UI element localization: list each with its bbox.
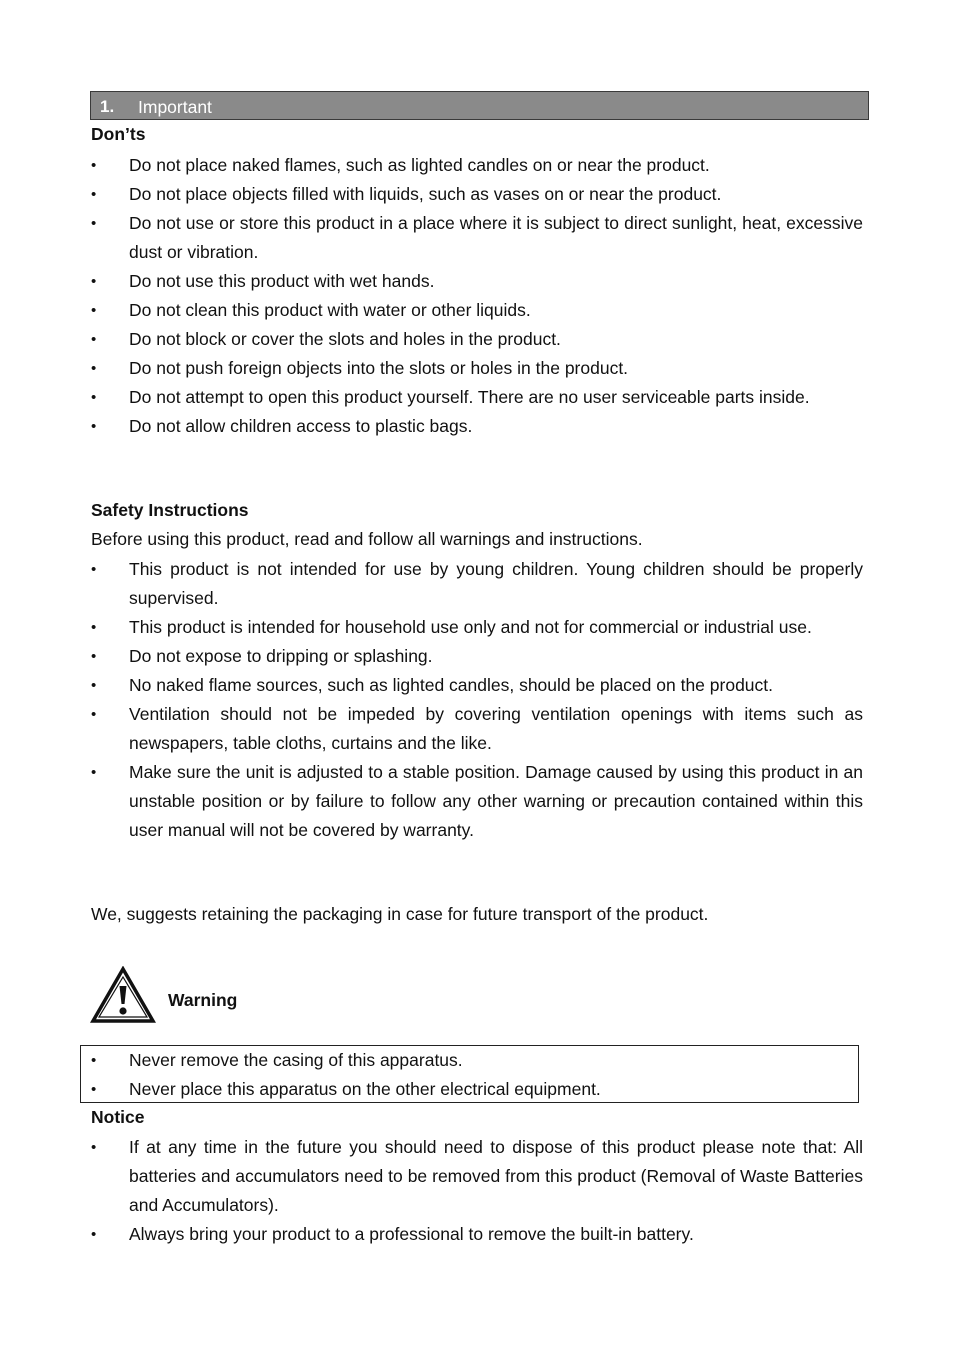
list-item-text: Never remove the casing of this apparatus. xyxy=(129,1050,463,1070)
list-item xyxy=(91,671,863,700)
bullet-icon: • xyxy=(91,418,97,435)
packaging-note: We, suggests retaining the packaging in case for future transport of the product. xyxy=(91,904,709,924)
bullet-icon: • xyxy=(91,186,97,203)
bullet-icon: • xyxy=(91,706,97,723)
bullet-icon: • xyxy=(91,764,97,781)
safety-list xyxy=(91,555,863,845)
list-item xyxy=(91,151,863,180)
list-item xyxy=(91,296,863,325)
section-header-bar xyxy=(90,91,869,120)
list-item-text: If at any time in the future you should need to dispose of this product please note that: All batteries and accumulators need to be removed from this product (Removal of Waste Batteries and Accumulators). xyxy=(129,1137,863,1215)
donts-list xyxy=(91,151,863,441)
list-item xyxy=(91,354,863,383)
list-item xyxy=(91,613,863,642)
list-item xyxy=(91,180,863,209)
bullet-icon: • xyxy=(91,619,97,636)
list-item-text: Make sure the unit is adjusted to a stable position. Damage caused by using this product in an unstable position or by failure to follow any other warning or precaution contained within this user manual will not be covered by warranty. xyxy=(129,762,863,840)
list-item-text: Do not expose to dripping or splashing. xyxy=(129,646,433,666)
list-item-text: Do not place naked flames, such as lighted candles on or near the product. xyxy=(129,155,710,175)
warning-label: Warning xyxy=(168,990,238,1010)
notice-list xyxy=(91,1133,863,1249)
bullet-icon: • xyxy=(91,389,97,406)
list-item-text: Do not use or store this product in a place where it is subject to direct sunlight, heat, excessive dust or vibration. xyxy=(129,213,863,262)
bullet-icon: • xyxy=(91,215,97,232)
list-item xyxy=(91,1046,863,1075)
list-item-text: Do not block or cover the slots and holes in the product. xyxy=(129,329,561,349)
safety-heading: Safety Instructions xyxy=(91,500,249,520)
list-item-text: Do not use this product with wet hands. xyxy=(129,271,435,291)
list-item xyxy=(91,325,863,354)
bullet-icon: • xyxy=(91,1081,97,1098)
bullet-icon: • xyxy=(91,302,97,319)
bullet-icon: • xyxy=(91,273,97,290)
list-item xyxy=(91,412,863,441)
list-item xyxy=(91,642,863,671)
list-item xyxy=(91,758,863,845)
list-item xyxy=(91,1220,863,1249)
list-item-text: Do not push foreign objects into the slots or holes in the product. xyxy=(129,358,629,378)
list-item xyxy=(91,555,863,613)
list-item-text: This product is intended for household use only and not for commercial or industrial use. xyxy=(129,617,812,637)
list-item-text: No naked flame sources, such as lighted candles, should be placed on the product. xyxy=(129,675,774,695)
safety-intro: Before using this product, read and follow all warnings and instructions. xyxy=(91,529,643,549)
donts-heading: Don’ts xyxy=(91,124,146,144)
list-item-text: Never place this apparatus on the other electrical equipment. xyxy=(129,1079,601,1099)
bullet-icon: • xyxy=(91,1139,97,1156)
warning-list xyxy=(91,1046,863,1104)
bullet-icon: • xyxy=(91,1052,97,1069)
list-item xyxy=(91,209,863,267)
list-item-text: Do not allow children access to plastic bags. xyxy=(129,416,473,436)
bullet-icon: • xyxy=(91,331,97,348)
section-title: Important xyxy=(138,97,212,117)
section-number: 1. xyxy=(100,97,115,116)
bullet-icon: • xyxy=(91,1226,97,1243)
list-item-text: Do not attempt to open this product yourself. There are no user serviceable parts inside. xyxy=(129,387,810,407)
bullet-icon: • xyxy=(91,360,97,377)
bullet-icon: • xyxy=(91,648,97,665)
notice-heading: Notice xyxy=(91,1107,145,1127)
list-item xyxy=(91,383,863,412)
list-item-text: Ventilation should not be impeded by covering ventilation openings with items such as newspapers, table cloths, curtains and the like. xyxy=(129,704,863,753)
list-item-text: Do not place objects filled with liquids, such as vases on or near the product. xyxy=(129,184,722,204)
list-item xyxy=(91,700,863,758)
list-item-text: Do not clean this product with water or other liquids. xyxy=(129,300,531,320)
list-item-text: Always bring your product to a professional to remove the built-in battery. xyxy=(129,1224,694,1244)
list-item xyxy=(91,267,863,296)
bullet-icon: • xyxy=(91,157,97,174)
bullet-icon: • xyxy=(91,677,97,694)
warning-triangle-icon xyxy=(90,966,156,1024)
list-item-text: This product is not intended for use by young children. Young children should be properly supervised. xyxy=(129,559,863,608)
list-item xyxy=(91,1133,863,1220)
list-item xyxy=(91,1075,863,1104)
bullet-icon: • xyxy=(91,561,97,578)
